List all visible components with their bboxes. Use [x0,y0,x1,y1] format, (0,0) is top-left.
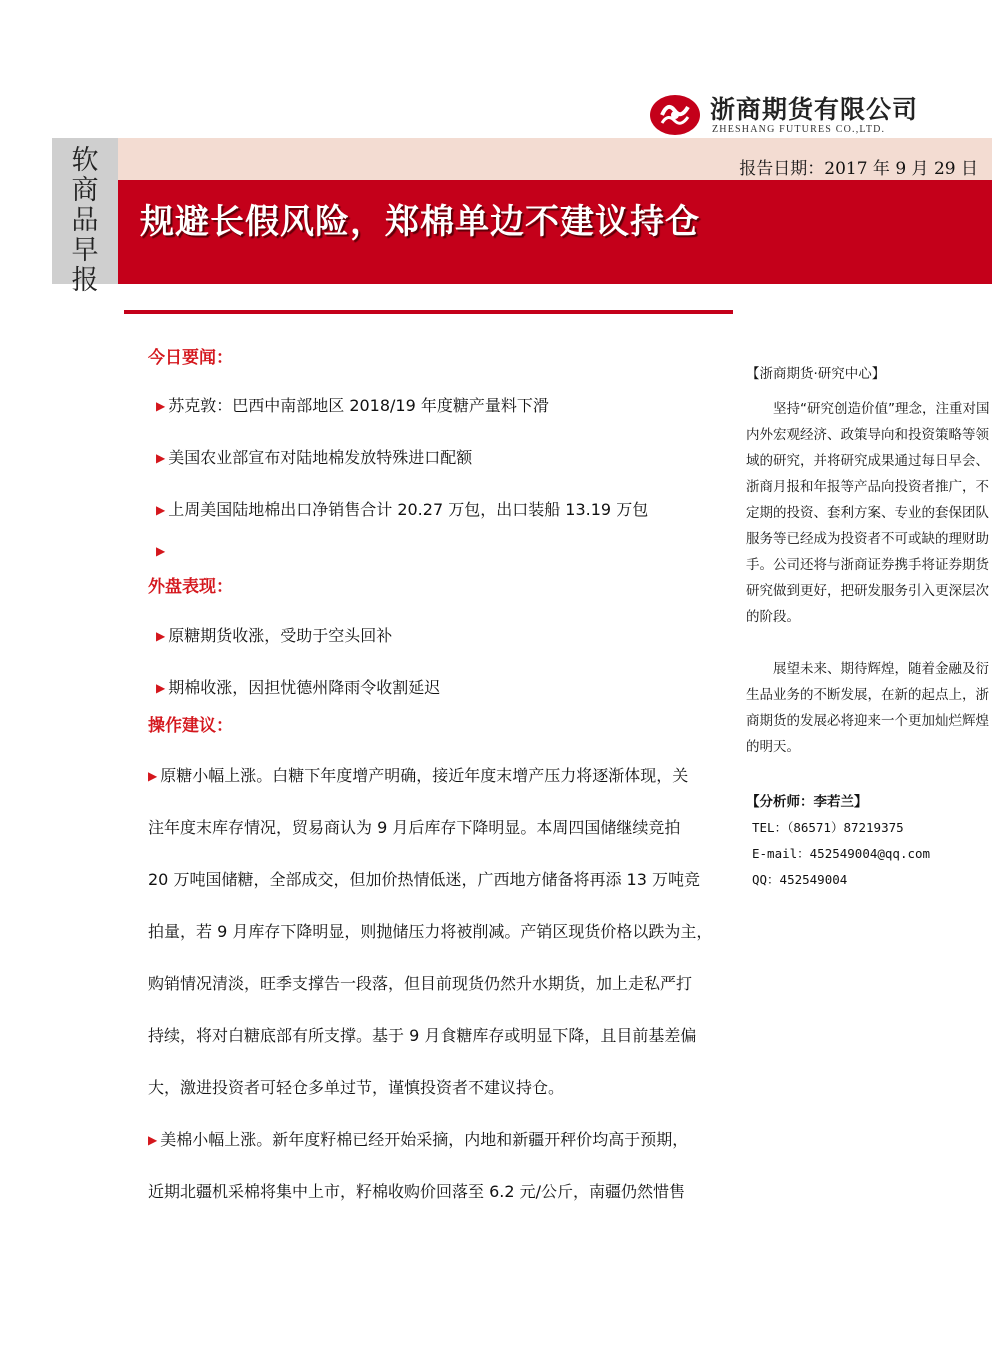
advice-cotton-line: 近期北疆机采棉将集中上市，籽棉收购价回落至 6.2 元/公斤，南疆仍然惜售 [148,1182,686,1201]
bullet-icon: ▶ [156,681,166,695]
advice-sugar-line: 20 万吨国储糖，全部成交，但加价热情低迷，广西地方储备将再添 13 万吨竞 [148,870,700,889]
report-type-char: 软 [71,145,99,176]
bullet-icon: ▶ [156,503,166,517]
report-type-char: 品 [71,205,99,236]
company-logo-icon [648,93,702,137]
overseas-item-text: 原糖期货收涨，受助于空头回补 [168,626,393,645]
analyst-heading: 【分析师：李若兰】 [746,794,868,810]
page-title: 规避长假风险，郑棉单边不建议持仓 [140,202,700,242]
research-center-heading: 【浙商期货·研究中心】 [746,366,886,382]
divider [124,310,733,314]
analyst-qq: QQ：452549004 [752,872,848,887]
advice-text: 原糖小幅上涨。白糖下年度增产明确，接近年度末增产压力将逐渐体现，关 [160,766,689,785]
advice-sugar-line: 大，激进投资者可轻仓多单过节，谨慎投资者不建议持仓。 [148,1078,565,1097]
bullet-icon: ▶ [148,1133,158,1147]
report-type-label [52,146,118,296]
research-center-outlook: 展望未来、期待辉煌，随着金融及衍生品业务的不断发展，在新的起点上，浙商期货的发展必将迎来一个更加灿烂辉煌的明天。 [746,661,989,755]
report-type-char: 商 [71,175,99,206]
advice-cotton-line [148,1127,708,1150]
bullet-icon: ▶ [148,769,158,783]
report-type-char: 报 [71,265,99,296]
overseas-item [156,623,392,646]
advice-sugar-line: 购销情况清淡，旺季支撑告一段落，但目前现货仍然升水期货，加上走私严打 [148,974,693,993]
bullet-icon: ▶ [156,629,166,643]
advice-text: 美棉小幅上涨。新年度籽棉已经开始采摘，内地和新疆开秤价均高于预期， [160,1130,689,1149]
report-date: 报告日期：2017 年 9 月 29 日 [739,159,978,179]
news-item-text: 美国农业部宣布对陆地棉发放特殊进口配额 [168,448,473,467]
company-name-en: ZHESHANG FUTURES CO.,LTD. [712,124,886,135]
bullet-icon: ▶ [156,451,166,465]
news-item-text: 苏克敦：巴西中南部地区 2018/19 年度糖产量料下滑 [168,396,549,415]
advice-sugar-line: 注年度末库存情况，贸易商认为 9 月后库存下降明显。本周四国储继续竞拍 [148,818,681,837]
analyst-phone: TEL：（86571）87219375 [752,820,904,835]
news-item [156,393,549,416]
news-item-text: 上周美国陆地棉出口净销售合计 20.27 万包，出口装船 13.19 万包 [168,500,649,519]
report-type-char: 早 [71,235,99,266]
news-item [156,445,472,468]
bullet-icon: ▶ [156,544,166,558]
section-heading-advice: 操作建议： [148,716,233,736]
company-name-cn: 浙商期货有限公司 [710,95,919,124]
advice-sugar-line: 持续，将对白糖底部有所支撑。基于 9 月食糖库存或明显下降，且目前基差偏 [148,1026,697,1045]
bullet-icon: ▶ [156,399,166,413]
advice-sugar-line: 拍量，若 9 月库存下降明显，则抛储压力将被削减。产销区现货价格以跌为主， [148,922,713,941]
news-item [156,541,168,560]
section-heading-today-news: 今日要闻： [148,348,233,368]
analyst-email[interactable]: E-mail：452549004@qq.com [752,846,931,861]
advice-sugar-line [148,763,708,786]
news-item [156,497,648,520]
overseas-item [156,675,440,698]
section-heading-overseas: 外盘表现： [148,577,233,597]
overseas-item-text: 期棉收涨，因担忧德州降雨令收割延迟 [168,678,441,697]
research-center-intro: 坚持“研究创造价值”理念，注重对国内外宏观经济、政策导向和投资策略等领域的研究，并将研究成果通过每日早会、浙商月报和年报等产品向投资者推广，不定期的投资、套利方案、专业的套保团队服务等已经成为投资者不可或缺的理财助手。公司还将与浙商证券携手将证券期货研究做到更好，把研发服务引入更深层次的阶段。 [746,401,990,625]
